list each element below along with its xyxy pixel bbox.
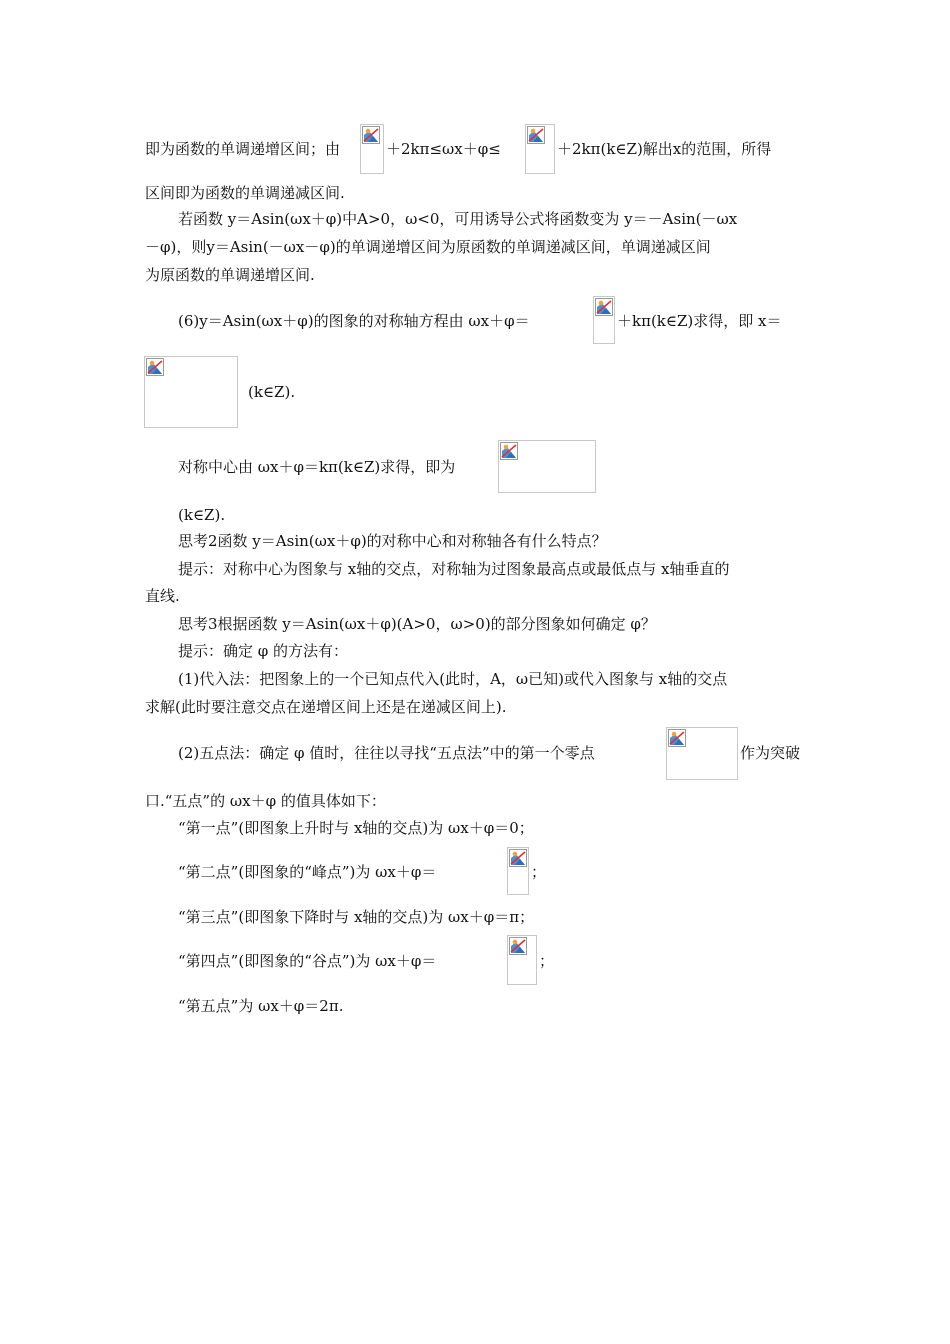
text-line-2: 区间即为函数的单调递减区间. xyxy=(145,184,345,202)
broken-image-icon xyxy=(509,849,527,867)
broken-image-icon xyxy=(500,442,518,460)
broken-image-icon xyxy=(527,126,545,144)
text-line-8: 对称中心由 ωx＋φ＝kπ(k∈Z)求得，即为 xyxy=(178,458,456,476)
text-line-6b: ＋kπ(k∈Z)求得，即 x＝ xyxy=(617,312,782,330)
text-line-22b: ； xyxy=(539,952,555,970)
text-line-11: 提示：对称中心为图象与 x轴的交点，对称轴为过图象最高点或最低点与 x轴垂直的 xyxy=(178,560,730,578)
text-line-18: 口.“五点”的 ωx＋φ 的值具体如下： xyxy=(145,792,386,810)
text-line-19: “第一点”(即图象上升时与 x轴的交点)为 ωx＋φ＝0； xyxy=(178,819,534,837)
broken-image-icon xyxy=(668,729,686,747)
text-line-17: (2)五点法：确定 φ 值时，往往以寻找“五点法”中的第一个零点 xyxy=(178,744,595,762)
text-line-15: (1)代入法：把图象上的一个已知点代入(此时，A，ω已知)或代入图象与 x轴的交点 xyxy=(178,670,728,688)
text-line-1: 即为函数的单调递增区间；由 xyxy=(145,140,341,158)
text-line-4: －φ)，则y＝Asin(－ωx－φ)的单调递增区间为原函数的单调递减区间，单调递减区间 xyxy=(145,238,711,256)
formula-image-8 xyxy=(507,935,537,985)
broken-image-icon xyxy=(146,358,164,376)
text-line-14: 提示：确定 φ 的方法有： xyxy=(178,642,349,660)
text-line-22: “第四点”(即图象的“谷点”)为 ωx＋φ＝ xyxy=(178,952,437,970)
broken-image-icon xyxy=(362,126,380,144)
text-line-17b: 作为突破 xyxy=(740,744,801,762)
formula-image-7 xyxy=(507,847,529,895)
text-line-3: 若函数 y＝Asin(ωx＋φ)中A>0，ω<0，可用诱导公式将函数变为 y＝－Asin(－ωx xyxy=(178,210,738,228)
formula-image-1 xyxy=(360,124,384,174)
text-line-9: (k∈Z). xyxy=(178,506,226,524)
broken-image-icon xyxy=(595,298,613,316)
formula-image-4 xyxy=(144,356,238,428)
formula-image-2 xyxy=(525,124,555,174)
text-line-13: 思考3根据函数 y＝Asin(ωx＋φ)(A>0，ω>0)的部分图象如何确定 φ？ xyxy=(178,615,656,633)
text-line-5: 为原函数的单调递增区间. xyxy=(145,266,315,284)
text-line-1b: ＋2kπ≤ωx＋φ≤ xyxy=(386,140,501,158)
text-line-23: “第五点”为 ωx＋φ＝2π. xyxy=(178,997,344,1015)
text-line-12: 直线. xyxy=(145,587,180,605)
text-line-16: 求解(此时要注意交点在递增区间上还是在递减区间上). xyxy=(145,698,507,716)
formula-image-6 xyxy=(666,727,738,780)
text-line-6: (6)y＝Asin(ωx＋φ)的图象的对称轴方程由 ωx＋φ＝ xyxy=(178,312,530,330)
text-line-21: “第三点”(即图象下降时与 x轴的交点)为 ωx＋φ＝π； xyxy=(178,908,535,926)
formula-image-3 xyxy=(593,296,615,344)
text-line-7: (k∈Z). xyxy=(248,383,296,401)
text-line-20b: ； xyxy=(531,863,547,881)
formula-image-5 xyxy=(498,440,596,493)
broken-image-icon xyxy=(509,937,527,955)
text-line-10: 思考2函数 y＝Asin(ωx＋φ)的对称中心和对称轴各有什么特点？ xyxy=(178,532,607,550)
text-line-20: “第二点”(即图象的“峰点”)为 ωx＋φ＝ xyxy=(178,863,437,881)
text-line-1c: ＋2kπ(k∈Z)解出x的范围，所得 xyxy=(557,140,772,158)
